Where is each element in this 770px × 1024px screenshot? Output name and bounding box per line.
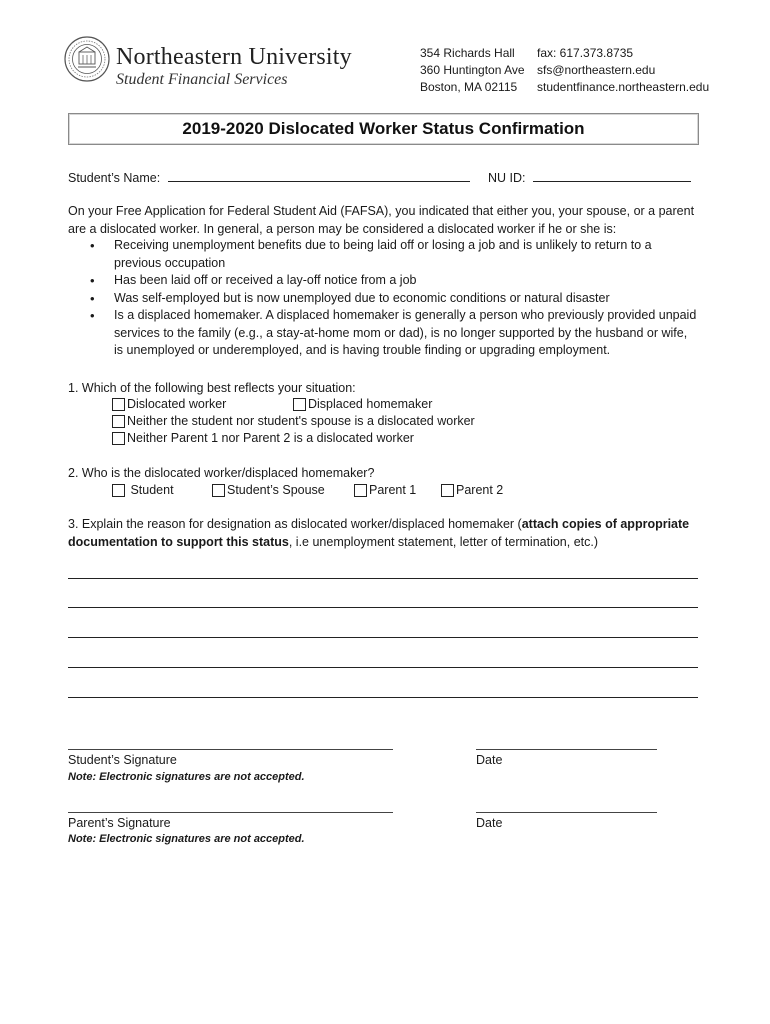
question-1: 1. Which of the following best reflects your situation: — [68, 381, 356, 395]
option-label: Neither Parent 1 nor Parent 2 is a dislocated worker — [127, 431, 414, 445]
question-2: 2. Who is the dislocated worker/displaced homemaker? — [68, 466, 375, 480]
list-item: • Was self-employed but is now unemployed due to economic conditions or natural disaster — [68, 290, 698, 308]
option-parent-1[interactable] — [354, 483, 416, 497]
parent-date-line[interactable] — [476, 812, 657, 813]
university-name: Northeastern University — [116, 44, 352, 70]
option-label: Student — [127, 483, 174, 497]
answer-line[interactable] — [68, 637, 698, 638]
option-label: Dislocated worker — [127, 397, 227, 411]
parent-date-label: Date — [476, 816, 503, 830]
form-title-box — [68, 113, 699, 145]
address-line: Boston, MA 02115 — [420, 80, 518, 94]
option-label: Parent 1 — [369, 483, 417, 497]
option-dislocated-worker[interactable] — [112, 397, 226, 411]
answer-line[interactable] — [68, 607, 698, 608]
option-neither-student[interactable] — [112, 414, 475, 428]
checkbox[interactable] — [293, 398, 306, 411]
question-3-text: 3. Explain the reason for designation as dislocated worker/displaced homemaker ( — [68, 517, 522, 531]
option-label: Parent 2 — [456, 483, 504, 497]
address-line: 354 Richards Hall — [420, 46, 515, 60]
contact-info — [537, 45, 709, 96]
parent-signature-line[interactable] — [68, 812, 393, 813]
option-neither-parent[interactable] — [112, 431, 414, 445]
answer-line[interactable] — [68, 697, 698, 698]
student-date-label: Date — [476, 753, 503, 767]
form-title: 2019-2020 Dislocated Worker Status Confirmation — [182, 119, 585, 138]
student-date-line[interactable] — [476, 749, 657, 750]
criteria-list — [68, 237, 698, 360]
checkbox[interactable] — [441, 484, 454, 497]
fax-number: fax: 617.373.8735 — [537, 46, 634, 60]
parent-signature-label: Parent’s Signature — [68, 816, 171, 830]
answer-line[interactable] — [68, 578, 698, 579]
nu-id-input[interactable] — [533, 168, 691, 182]
student-signature-line[interactable] — [68, 749, 393, 750]
intro-paragraph: On your Free Application for Federal Student Aid (FAFSA), you indicated that either you, your spouse, or a parent are a dislocated worker. In general, a person may be considered a dislocated worker if he or she is: — [68, 204, 695, 236]
option-student[interactable] — [112, 483, 174, 497]
option-displaced-homemaker[interactable] — [293, 397, 432, 411]
student-signature-label: Student’s Signature — [68, 753, 177, 767]
answer-line[interactable] — [68, 667, 698, 668]
university-logo — [64, 36, 364, 96]
student-name-label: Student’s Name: — [68, 171, 161, 185]
email-address: sfs@northeastern.edu — [537, 63, 656, 77]
signature-note: Note: Electronic signatures are not accepted. — [68, 771, 305, 783]
checkbox[interactable] — [112, 432, 125, 445]
question-3-emphasis: attach copies of appropriate documentation to support this status — [68, 517, 690, 549]
signature-note: Note: Electronic signatures are not accepted. — [68, 833, 305, 845]
option-parent-2[interactable] — [441, 483, 503, 497]
option-label: Neither the student nor student's spouse is a dislocated worker — [127, 414, 475, 428]
checkbox[interactable] — [112, 484, 125, 497]
list-item: • Has been laid off or received a lay-off notice from a job — [68, 272, 698, 290]
checkbox[interactable] — [112, 398, 125, 411]
student-name-field — [68, 168, 470, 185]
question-3 — [68, 516, 708, 551]
option-student-spouse[interactable] — [212, 483, 325, 497]
checkbox[interactable] — [354, 484, 367, 497]
list-item: • Receiving unemployment benefits due to being laid off or losing a job and is unlikely to return to a previous occupation — [68, 237, 698, 272]
question-3-text-end: , i.e unemployment statement, letter of termination, etc.) — [288, 534, 599, 549]
option-label: Displaced homemaker — [308, 397, 433, 411]
checkbox[interactable] — [112, 415, 125, 428]
nu-id-label: NU ID: — [488, 171, 526, 185]
checkbox[interactable] — [212, 484, 225, 497]
university-seal-icon — [64, 36, 110, 82]
department-name: Student Financial Services — [116, 71, 288, 88]
list-item: • Is a displaced homemaker. A displaced homemaker is generally a person who previously provided unpaid services to the family (e.g., a stay-at-home mom or dad), is no longer supported by the husband or wife, is unemployed or underemployed, and is having trouble finding or upgrading employment. — [68, 307, 698, 360]
mailing-address — [420, 45, 525, 96]
website-url: studentfinance.northeastern.edu — [537, 80, 710, 94]
address-line: 360 Huntington Ave — [420, 63, 525, 77]
nu-id-field — [488, 168, 691, 185]
student-name-input[interactable] — [168, 168, 470, 182]
option-label: Student’s Spouse — [227, 483, 325, 497]
